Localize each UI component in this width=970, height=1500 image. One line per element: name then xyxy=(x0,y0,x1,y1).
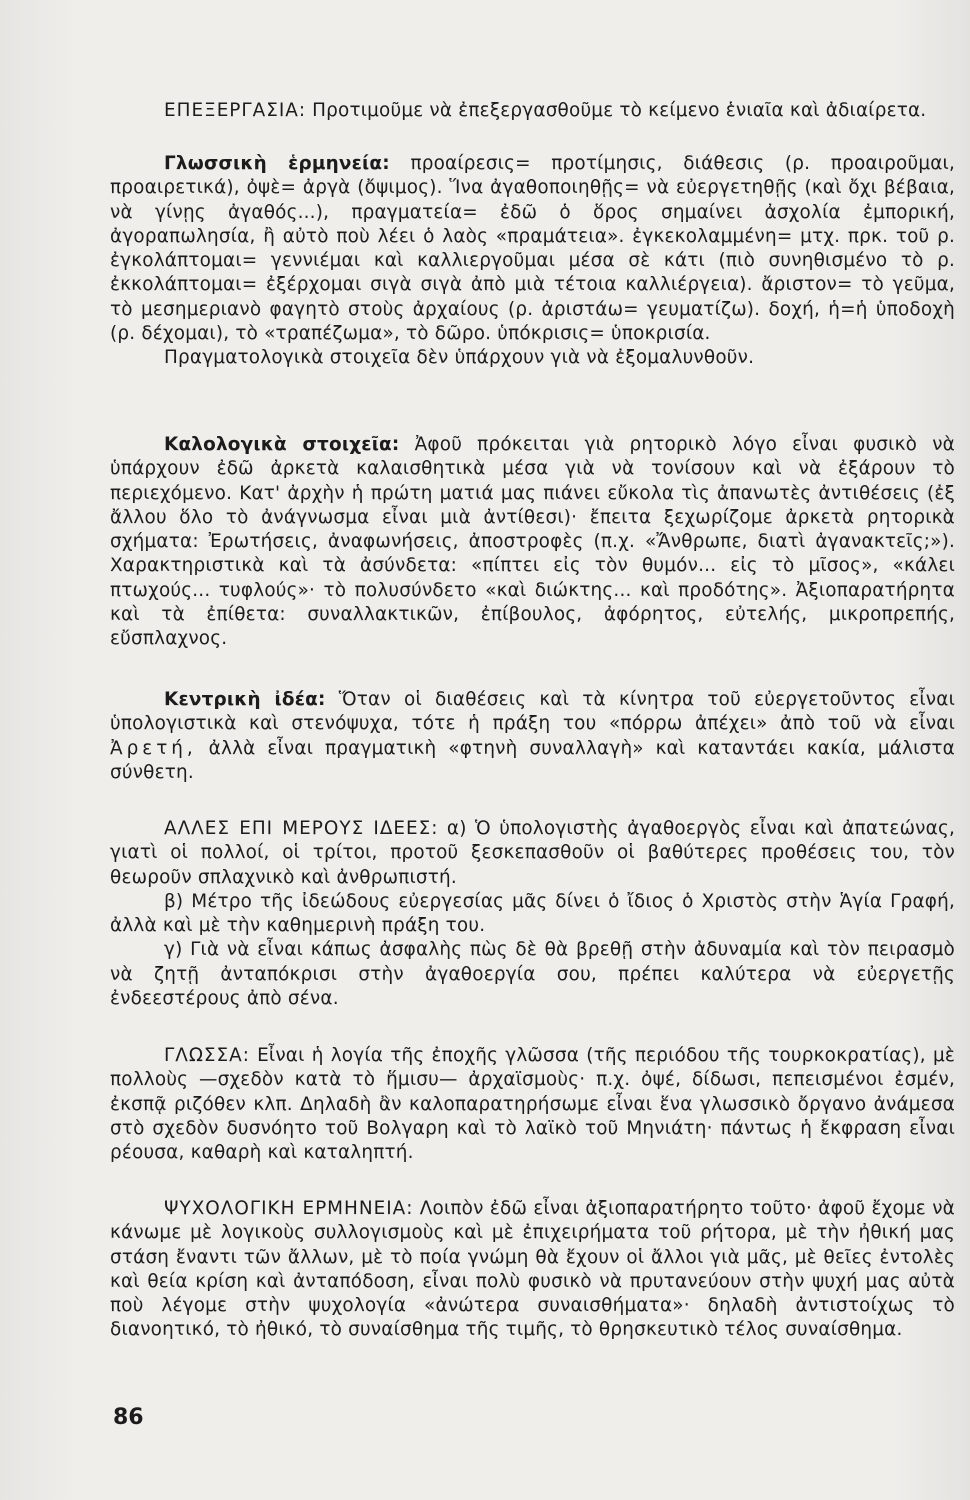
section-label: Κεντρικὴ ἰδέα: xyxy=(164,689,326,710)
section-glossiki-ermineia xyxy=(110,152,955,371)
section-kalologika-stoixeia xyxy=(110,433,955,652)
section-epexergasia xyxy=(110,99,955,123)
section-label: Καλολογικὰ στοιχεῖα: xyxy=(164,434,400,455)
idea-item-b: β) Μέτρο τῆς ἰδεώδους εὐεργεσίας μᾶς δίνει ὁ ἴδιος ὁ Χριστὸς στὴν Ἁγία Γραφή, ἀλλὰ καὶ μὲ τὴν καθημερινὴ πράξη του. xyxy=(110,890,955,937)
idea-item-a: α) Ὁ ὑπολογιστὴς ἀγαθοεργὸς εἶναι καὶ ἀπατεώνας, γιατὶ οἱ πολλοί, οἱ τρίτοι, προτοῦ ξεσκεπασθοῦν οἱ βαθύτερες προθέσεις του, τὸν θεωροῦν σπλαχνικὸ καὶ ἀνθρωπιστή. xyxy=(110,818,956,888)
section-psychologiki-ermineia xyxy=(110,1197,955,1343)
section-text: Εἶναι ἡ λογία τῆς ἐποχῆς γλῶσσα (τῆς περιόδου τῆς τουρκοκρατίας), μὲ πολλοὺς —σχεδὸν κατὰ τὸ ἥμισυ— ἀρχαϊσμοὺς· π.χ. ὀψέ, δίδωσι, πεπεισμένοι ἐσμέν, ἐκσπᾷ ριζόθεν κλπ. Δηλαδὴ ἂν καλοπαρατηρήσωμε εἶναι ἕνα γλωσσικὸ ὄργανο ἀνάμεσα στὸ σχεδὸν δυσνόητο τοῦ Βολγαρη καὶ τὸ λαϊκὸ τοῦ Μηνιάτη· πάντως ἡ ἔκφραση εἶναι ρέουσα, καθαρὴ καὶ καταληπτή. xyxy=(110,1045,956,1164)
section-text: Προτιμοῦμε νὰ ἐπεξεργασθοῦμε τὸ κείμενο ἑνιαῖα καὶ ἀδιαίρετα. xyxy=(312,100,927,121)
paragraph-note: Πραγματολογικὰ στοιχεῖα δὲν ὑπάρχουν γιὰ νὰ ἐξομαλυνθοῦν. xyxy=(164,347,755,369)
paragraph xyxy=(110,1197,955,1343)
section-label: ΕΠΕΞΕΡΓΑΣΙΑ: xyxy=(164,100,307,121)
section-text: Ἀφοῦ πρόκειται γιὰ ρητορικὸ λόγο εἶναι φυσικὸ νὰ ὑπάρχουν ἐδῶ ἀρκετὰ καλαισθητικὰ μέσα γιὰ νὰ τονίσουν καὶ νὰ ἐξάρουν τὸ περιεχόμενο. Κατ' ἀρχὴν ἡ πρώτη ματιά μας πιάνει εὔκολα τὶς ἀπανωτὲς ἀντιθέσεις (ἐξ ἄλλου ὅλο τὸ ἀνάγνωσμα εἶναι μιὰ ἀντίθεσι)· ἔπειτα ξεχωρίζομε ἀρκετὰ ρητορικὰ σχήματα: Ἐρωτήσεις, ἀναφωνήσεις, ἀποστροφὲς (π.χ. «Ἄνθρωπε, διατὶ ἀγανακτεῖς;»). Χαρακτηριστικὰ καὶ τὰ ἀσύνδετα: «πίπτει εἰς τὸν θυμόν... εἰς τὸ μῖσος», «κάλει πτωχούς... τυφλούς»· τὸ πολυσύνδετο «καὶ διώκτης... καὶ προδότης». Ἀξιοπαρατήρητα καὶ τὰ ἐπίθετα: συναλλακτικῶν, ἐπίβουλος, ἀφόρητος, εὐτελής, μικροπρεπής, εὔσπλαχνος. xyxy=(110,434,956,650)
idea-item-c: γ) Γιὰ νὰ εἶναι κάπως ἀσφαλὴς πὼς δὲ θὰ βρεθῇ στὴν ἀδυναμία καὶ τὸν πειρασμὸ νὰ ζητῇ ἀνταπόκρισι στὴν ἀγαθοεργία σου, πρέπει καλύτερα νὰ εὐεργετῇς ἐνδεεστέρους ἀπὸ σένα. xyxy=(110,939,955,1010)
paragraph xyxy=(110,433,955,652)
section-glossa xyxy=(110,1044,955,1165)
section-text: Λοιπὸν ἐδῶ εἶναι ἀξιοπαρατήρητο τοῦτο· ἀφοῦ ἔχομε νὰ κάνωμε μὲ λογικοὺς συλλογισμοὺς καὶ μὲ ἐπιχειρήματα τοῦ ρήτορα, μὲ τὴν ἠθική μας στάση ἔναντι τῶν ἄλλων, μὲ τὸ ποία γνώμη θὰ ἔχουν οἱ ἄλλοι γιὰ μᾶς, μὲ θεῖες ἐντολὲς καὶ θεία κρίση καὶ ἀνταπόδοση, εἶναι πολὺ φυσικὸ νὰ πρυτανεύουν στὴν ψυχή μας αὐτὰ ποὺ λέγομε στὴν ψυχολογία «ἀνώτερα συναισθήματα»· δηλαδὴ ἀντιστοίχως τὸ διανοητικό, τὸ ἠθικό, τὸ συναίσθημα τῆς τιμῆς, τὸ θρησκευτικὸ τέλος συναίσθημα. xyxy=(110,1198,955,1341)
section-kentriki-idea xyxy=(110,688,955,785)
paragraph xyxy=(110,688,955,785)
paragraph xyxy=(110,152,955,346)
paragraph xyxy=(110,1044,955,1165)
section-text: προαίρεσις= προτίμησις, διάθεσις (ρ. προαιροῦμαι, προαιρετικά), ὀψὲ= ἀργὰ (ὄψιμος). Ἵνα ἀγαθοποιηθῇς= νὰ εὐεργετηθῇς (καὶ ὄχι βέβαια, νὰ γίνῃς ἀγαθός...), πραγματεία= ἐδῶ ὁ ὅρος σημαίνει ἀσχολία ἐμπορική, ἀγοραπωλησία, ἢ αὐτὸ ποὺ λέει ὁ λαὸς «πραμάτεια». ἐγκεκολαμμένη= μτχ. πρκ. τοῦ ρ. ἐγκολάπτομαι= γεννιέμαι καὶ καλλιεργοῦμαι μέσα σὲ κάτι (πιὸ συνηθισμένο τὸ ρ. ἐκκολάπτομαι= ἐξέρχομαι σιγὰ σιγὰ ἀπὸ μιὰ τέτοια καλλιέργεια). ἄριστον= τὸ γεῦμα, τὸ μεσημεριανὸ φαγητὸ στοὺς ἀρχαίους (ρ. ἀριστάω= γευματίζω). δοχή, ἡ=ἡ ὑποδοχὴ (ρ. δέχομαι), τὸ «τραπέζωμα», τὸ δῶρο. ὑπόκρισις= ὑποκρισία. xyxy=(110,153,956,345)
section-label: ΨΥΧΟΛΟΓΙΚΗ ΕΡΜΗΝΕΙΑ: xyxy=(164,1198,414,1219)
emphasized-word: Ἀρετή, xyxy=(110,737,197,759)
paragraph xyxy=(110,817,955,890)
section-label: ΓΛΩΣΣΑ: xyxy=(164,1045,250,1066)
section-label: Γλωσσικὴ ἑρμηνεία: xyxy=(164,153,390,174)
paragraph xyxy=(110,99,955,123)
section-text: Ὅταν οἱ διαθέσεις καὶ τὰ κίνητρα τοῦ εὐεργετοῦντος εἶναι ὑπολογιστικὰ καὶ στενόψυχα, τότε ἡ πράξη του «πόρρω ἀπέχει» ἀπὸ τοῦ νὰ εἶναι xyxy=(110,689,956,735)
section-alles-ideas xyxy=(110,817,955,1011)
page-number: 86 xyxy=(113,1405,144,1430)
section-text-continued: ἀλλὰ εἶναι πραγματικὴ «φτηνὴ συναλλαγὴ» καὶ καταντάει κακία, μάλιστα σύνθετη. xyxy=(110,737,956,783)
section-label: ΑΛΛΕΣ ΕΠΙ ΜΕΡΟΥΣ ΙΔΕΕΣ: xyxy=(164,818,439,839)
